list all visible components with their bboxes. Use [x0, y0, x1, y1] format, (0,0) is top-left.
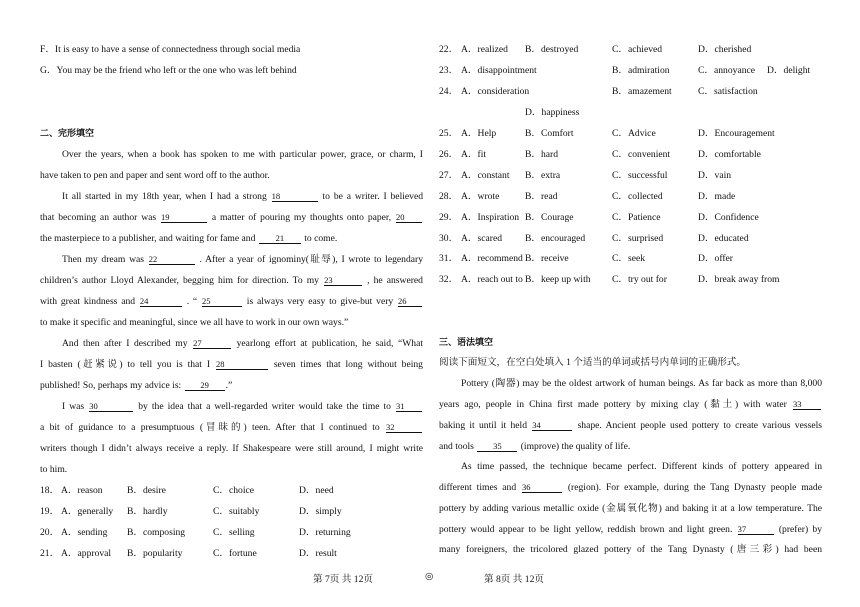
option-a[interactable]: A．reach out to: [461, 274, 523, 285]
p5-line4: to him.: [40, 464, 68, 475]
option-b[interactable]: B．destroyed: [525, 44, 579, 55]
blank-26[interactable]: 26: [398, 296, 422, 307]
text: Then my dream was: [62, 254, 145, 265]
question-number: 24．: [439, 86, 459, 97]
option-c[interactable]: C．choice: [213, 485, 255, 496]
question-number: 29．: [439, 212, 459, 223]
p1-line1: Over the years, when a book has spoken to me with particular power, grace, or charm, I: [62, 149, 423, 160]
text: yearlong effort at publication, he said, “What: [236, 338, 423, 349]
blank-34[interactable]: 34: [532, 420, 572, 431]
option-b[interactable]: B．read: [525, 191, 558, 202]
option-a[interactable]: A．consideration: [461, 86, 530, 97]
blank-37[interactable]: 37: [738, 524, 774, 535]
text: children’s author Lloyd Alexander, begging him for direction. To my: [40, 275, 319, 286]
option-b[interactable]: B．Courage: [525, 212, 574, 223]
text: a matter of pouring my thoughts onto paper,: [211, 212, 392, 223]
blank-35[interactable]: 35: [477, 441, 517, 452]
g-p2-line3: pottery by adding various metallic oxide (金属氧化物) and baking it at a low temperature. The: [439, 503, 822, 514]
p5-line3: writers though I didn’t always receive a reply. If Shakespeare were still around, I might write: [40, 443, 423, 454]
option-c[interactable]: C．try out for: [612, 274, 667, 285]
option-f: F．It is easy to have a sense of connectedness through social media: [40, 44, 301, 55]
text: (prefer) by: [778, 524, 822, 535]
text: . “: [186, 296, 198, 307]
text: that becoming an author was: [40, 212, 157, 223]
p3-line4: to make it specific and meaningful, since we all have to work in our own ways.”: [40, 317, 349, 328]
option-d[interactable]: D．break away from: [698, 274, 780, 285]
section3-title: 三、语法填空: [439, 338, 494, 348]
text: published! So, perhaps my advice is:: [40, 380, 182, 391]
text: pottery would appear to be light yellow, reddish brown and light green.: [439, 524, 733, 535]
text: the masterpiece to a publisher, and waiting for fame and: [40, 233, 256, 244]
option-a[interactable]: A．recommend: [461, 253, 523, 264]
option-a[interactable]: A．constant: [461, 170, 510, 181]
footer-center-circle-icon: ◎: [425, 571, 434, 582]
option-c[interactable]: C．Patience: [612, 212, 661, 223]
question-number: 18．: [40, 485, 60, 496]
p3-line3: [40, 296, 423, 308]
text: I was: [62, 401, 85, 412]
text: is always very easy to give-but very: [246, 296, 394, 307]
g-p1-line3: [439, 420, 822, 432]
g-p1-line4: [439, 441, 630, 453]
blank-30[interactable]: 30: [89, 401, 133, 412]
g-p2-line5: many foreigners, the tricolored glazed pottery of the Tang Dynasty (唐三彩) had been: [439, 544, 822, 555]
p2-line2: [40, 212, 423, 224]
option-d[interactable]: D．result: [299, 548, 337, 559]
question-number: 22．: [439, 44, 459, 55]
blank-18[interactable]: 18: [272, 191, 318, 202]
option-a[interactable]: A．fit: [461, 149, 487, 160]
text: . After a year of ignominy(耻辱), I wrote to legendary: [199, 254, 423, 265]
option-d[interactable]: D．happiness: [525, 107, 580, 118]
blank-33[interactable]: 33: [793, 399, 821, 410]
option-b[interactable]: B．amazement: [612, 86, 672, 97]
option-c[interactable]: C．surprised: [612, 233, 664, 244]
option-d[interactable]: D．Confidence: [698, 212, 759, 223]
section2-title: 二、完形填空: [40, 129, 95, 139]
option-d[interactable]: D．cherished: [698, 44, 752, 55]
question-number: 26．: [439, 149, 459, 160]
text: .”: [225, 380, 233, 391]
option-d[interactable]: D．Encouragement: [698, 128, 775, 139]
option-c[interactable]: C．collected: [612, 191, 663, 202]
p3-line1: [40, 254, 423, 266]
option-b[interactable]: B．hardly: [127, 506, 168, 517]
question-number: 32．: [439, 274, 459, 285]
text: with great kindness and: [40, 296, 136, 307]
option-b[interactable]: B．admiration: [612, 65, 670, 76]
option-b[interactable]: B．receive: [525, 253, 569, 264]
option-b[interactable]: B．Comfort: [525, 128, 574, 139]
option-d[interactable]: D．made: [698, 191, 736, 202]
blank-21[interactable]: 21: [259, 233, 301, 244]
p3-line2: [40, 275, 423, 287]
option-b[interactable]: B．composing: [127, 527, 186, 538]
option-d[interactable]: D．returning: [299, 527, 351, 538]
text: by the idea that a well-regarded writer would take the time to: [138, 401, 391, 412]
p2-line3: [40, 233, 337, 245]
option-c[interactable]: C．successful: [612, 170, 668, 181]
option-a[interactable]: A．Help: [461, 128, 497, 139]
blank-23[interactable]: 23: [324, 275, 362, 286]
g-p2-line1: As time passed, the technique became perfect. Different kinds of pottery appeared in: [461, 461, 822, 472]
option-a[interactable]: A．reason: [61, 485, 103, 496]
option-d[interactable]: D．comfortable: [698, 149, 761, 160]
question-number: 27．: [439, 170, 459, 181]
question-number: 23．: [439, 65, 459, 76]
section3-instruction: 阅读下面短文，在空白处填入 1 个适当的单词或括号内单词的正确形式。: [439, 357, 746, 368]
blank-24[interactable]: 24: [140, 296, 182, 307]
question-number: 21．: [40, 548, 60, 559]
text: years ago, people in China first made pottery by mixing clay (黏土) with water: [439, 399, 787, 410]
footer-left-page-number: 第 7页 共 12页: [313, 574, 373, 585]
option-b[interactable]: B．desire: [127, 485, 166, 496]
option-b[interactable]: B．hard: [525, 149, 559, 160]
option-d[interactable]: D．educated: [698, 233, 749, 244]
text: , he answered: [367, 275, 423, 286]
p4-line3: [40, 380, 232, 392]
p5-line1: [40, 401, 423, 413]
option-d[interactable]: D．need: [299, 485, 334, 496]
option-g: G．You may be the friend who left or the one who was left behind: [40, 65, 297, 76]
p4-line2: [40, 359, 423, 371]
option-a[interactable]: A．sending: [61, 527, 108, 538]
text: I basten (赶紧说) to tell you is that I: [40, 359, 211, 370]
g-p1-line2: [439, 399, 822, 411]
text: seven times that long without being: [273, 359, 423, 370]
option-c[interactable]: C．suitably: [213, 506, 260, 517]
option-c[interactable]: C．annoyance: [698, 65, 756, 76]
text: (improve) the quality of life.: [520, 441, 631, 452]
question-number: 28．: [439, 191, 459, 202]
text: (region). For example, during the Tang Dynasty people made: [567, 482, 822, 493]
g-p2-line4: [439, 524, 822, 536]
text: to be a writer. I believed: [322, 191, 424, 202]
option-a[interactable]: A．wrote: [461, 191, 500, 202]
text: shape. Ancient people used pottery to create various vessels: [577, 420, 822, 431]
option-c[interactable]: C．Advice: [612, 128, 656, 139]
option-b[interactable]: B．encouraged: [525, 233, 586, 244]
option-d[interactable]: D．offer: [698, 253, 733, 264]
option-b[interactable]: B．popularity: [127, 548, 183, 559]
question-number: 30．: [439, 233, 459, 244]
blank-29[interactable]: 29: [185, 380, 225, 391]
blank-36[interactable]: 36: [522, 482, 562, 493]
text: baking it until it held: [439, 420, 527, 431]
option-a[interactable]: A．disappointment: [461, 65, 537, 76]
option-c[interactable]: C．achieved: [612, 44, 663, 55]
option-d[interactable]: D．simply: [299, 506, 342, 517]
option-a[interactable]: A．generally: [61, 506, 114, 517]
blank-19[interactable]: 19: [161, 212, 207, 223]
option-b[interactable]: B．keep up with: [525, 274, 591, 285]
question-number: 25．: [439, 128, 459, 139]
blank-20[interactable]: 20: [396, 212, 422, 223]
p2-line1: [40, 191, 423, 203]
option-d[interactable]: D．vain: [698, 170, 732, 181]
question-number: 19．: [40, 506, 60, 517]
text: a bit of guidance to a presumptuous (冒昧的) teen. After that I continued to: [40, 422, 380, 433]
option-a[interactable]: A．scared: [461, 233, 503, 244]
g-p2-line2: [439, 482, 822, 494]
text: and tools: [439, 441, 474, 452]
text: different times and: [439, 482, 517, 493]
p4-line1: [40, 338, 423, 350]
text: to come.: [304, 233, 338, 244]
option-c[interactable]: C．seek: [612, 253, 646, 264]
blank-28[interactable]: 28: [216, 359, 268, 370]
blank-25[interactable]: 25: [202, 296, 242, 307]
blank-32[interactable]: 32: [386, 422, 422, 433]
option-c[interactable]: C．satisfaction: [698, 86, 758, 97]
p5-line2: [40, 422, 423, 434]
footer-right-page-number: 第 8页 共 12页: [484, 574, 544, 585]
option-a[interactable]: A．approval: [61, 548, 112, 559]
option-b[interactable]: B．extra: [525, 170, 561, 181]
option-c[interactable]: C．fortune: [213, 548, 257, 559]
p1-line2: have taken to pen and paper and sent word off to the author.: [40, 170, 270, 181]
option-a[interactable]: A．Inspiration: [461, 212, 520, 223]
option-d[interactable]: D．delight: [767, 65, 811, 76]
option-c[interactable]: C．convenient: [612, 149, 671, 160]
blank-27[interactable]: 27: [193, 338, 231, 349]
option-c[interactable]: C．selling: [213, 527, 255, 538]
text: It all started in my 18th year, when I had a strong: [62, 191, 267, 202]
text: And then after I described my: [62, 338, 188, 349]
question-number: 31．: [439, 253, 459, 264]
option-a[interactable]: A．realized: [461, 44, 508, 55]
g-p1-line1: Pottery (陶器) may be the oldest artwork of human beings. As far back as more than 8,000: [461, 378, 822, 389]
blank-31[interactable]: 31: [396, 401, 422, 412]
question-number: 20．: [40, 527, 60, 538]
blank-22[interactable]: 22: [149, 254, 195, 265]
